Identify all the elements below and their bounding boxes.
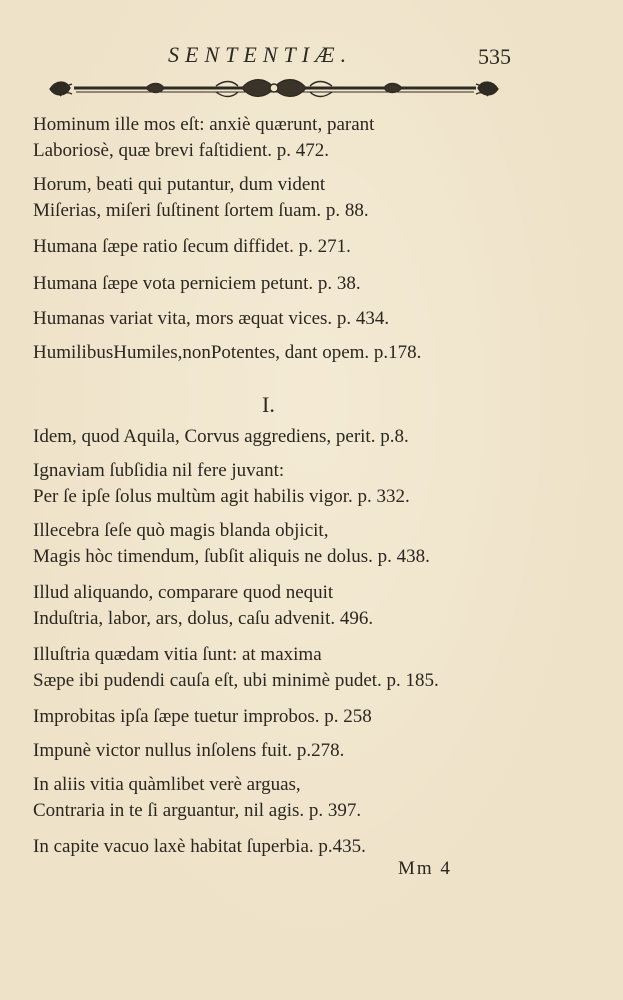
entry-line: In capite vacuo laxè habitat ſuperbia. p.435. (33, 836, 366, 857)
entry-line: Miſerias, miſeri ſuſtinent ſortem ſuam. p. 88. (33, 200, 369, 221)
decorative-rule-ornament-icon (46, 76, 502, 102)
entry-line: Induſtria, labor, ars, dolus, caſu advenit. 496. (33, 608, 374, 629)
entry-line: Illecebra ſeſe quò magis blanda objicit, (33, 520, 329, 541)
page-number: 535 (478, 44, 511, 69)
entry-line: Magis hòc timendum, ſubſit aliquis ne dolus. p. 438. (33, 546, 430, 567)
running-head-title: SENTENTIÆ. (168, 42, 353, 67)
entry-line: Idem, quod Aquila, Corvus aggrediens, perit. p.8. (33, 426, 409, 447)
entry-line: Impunè victor nullus inſolens fuit. p.278. (33, 740, 345, 761)
entry-line: Illuſtria quædam vitia ſunt: at maxima (33, 644, 322, 665)
entry-line: Humana ſæpe ratio ſecum diffidet. p. 271. (33, 236, 351, 257)
entry-line: Sæpe ibi pudendi cauſa eſt, ubi minimè pudet. p. 185. (33, 670, 439, 691)
entry-line: Laboriosè, quæ brevi faſtidient. p. 472. (33, 140, 330, 161)
entry-line: Contraria in te ſi arguantur, nil agis. p. 397. (33, 800, 362, 821)
entry-line: HumilibusHumiles,nonPotentes, dant opem. p.178. (33, 342, 422, 363)
entry-line: Humana ſæpe vota perniciem petunt. p. 38. (33, 273, 361, 294)
entry-line: Hominum ille mos eſt: anxiè quærunt, parant (33, 114, 375, 135)
entry-line: Improbitas ipſa ſæpe tuetur improbos. p. 258 (33, 706, 372, 727)
entry-line: Ignaviam ſubſidia nil fere juvant: (33, 460, 285, 481)
entry-line: Per ſe ipſe ſolus multùm agit habilis vigor. p. 332. (33, 486, 410, 507)
entry-line: Illud aliquando, comparare quod nequit (33, 582, 334, 603)
entry-line: Humanas variat vita, mors æquat vices. p. 434. (33, 308, 390, 329)
signature-mark: Mm 4 (398, 858, 452, 879)
entry-line: Horum, beati qui putantur, dum vident (33, 174, 326, 195)
entry-line: In aliis vitia quàmlibet verè arguas, (33, 774, 301, 795)
section-heading-letter: I. (262, 392, 275, 417)
